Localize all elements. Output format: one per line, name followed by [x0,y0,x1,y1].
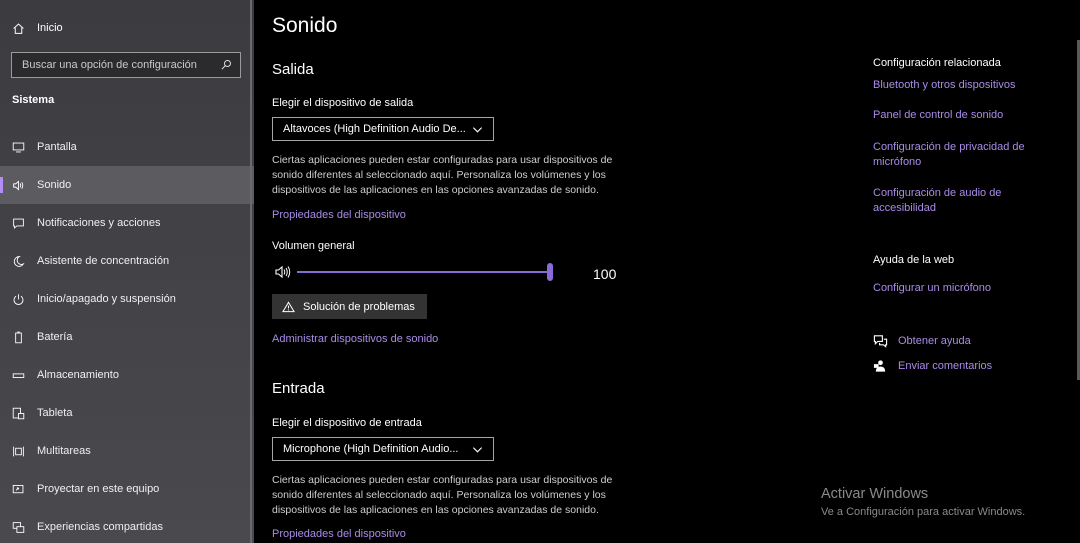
speaker-icon[interactable] [275,265,291,279]
storage-icon [12,369,25,382]
input-device-label: Elegir el dispositivo de entrada [272,417,422,429]
sidebar [0,0,254,543]
volume-slider-thumb[interactable] [547,263,553,281]
web-help-link[interactable]: Configurar un micrófono [873,282,992,294]
manage-devices-link[interactable]: Administrar dispositivos de sonido [272,333,439,345]
sidebar-item-experiencias[interactable] [0,508,254,543]
speaker-icon [12,179,25,192]
related-link-mic-privacy[interactable]: Configuración de privacidad de micrófono [873,141,1025,168]
chevron-down-icon [472,444,483,455]
sidebar-item-label: Sonido [37,179,72,191]
sidebar-item-notificaciones[interactable] [0,204,254,242]
home-nav-item[interactable] [12,18,63,38]
send-feedback-label: Enviar comentarios [898,360,993,372]
section-label: Sistema [12,94,55,106]
sidebar-item-energia[interactable] [0,280,254,318]
activation-watermark-subtitle: Ve a Configuración para activar Windows. [821,506,1026,518]
output-description: Ciertas aplicaciones pueden estar configuradas para usar dispositivos de sonido diferentes al seleccionado aquí. Personaliza los volúmenes y los dispositivos de las aplicaciones en las opciones avanzadas de sonido. [272,154,613,196]
home-icon [12,22,25,35]
volume-label: Volumen general [272,240,355,252]
help-chat-icon [873,334,888,348]
output-device-value: Altavoces (High Definition Audio De... [283,123,466,135]
sidebar-item-label: Batería [37,331,73,343]
sidebar-item-bateria[interactable] [0,318,254,356]
volume-value: 100 [593,266,617,282]
output-device-select[interactable] [272,117,494,141]
input-device-value: Microphone (High Definition Audio... [283,443,459,455]
troubleshoot-button[interactable] [272,294,427,319]
output-properties-link[interactable]: Propiedades del dispositivo [272,209,406,221]
sidebar-nav [0,128,254,543]
web-help-heading: Ayuda de la web [873,254,955,266]
sidebar-item-concentracion[interactable] [0,242,254,280]
home-label: Inicio [37,22,63,34]
get-help-link[interactable] [873,334,971,348]
sidebar-item-label: Asistente de concentración [37,255,170,267]
troubleshoot-label: Solución de problemas [303,300,415,313]
tablet-icon [12,407,25,420]
main-content [272,0,832,543]
related-link-accessibility-audio[interactable]: Configuración de audio de accesibilidad [873,187,1002,214]
sidebar-item-label: Multitareas [37,445,91,457]
sidebar-item-sonido[interactable] [0,166,254,204]
feedback-icon [873,359,888,373]
sidebar-item-label: Proyectar en este equipo [37,483,160,495]
input-properties-link[interactable]: Propiedades del dispositivo [272,528,406,540]
volume-control [272,262,632,282]
output-heading: Salida [272,61,314,78]
sidebar-scrollbar[interactable] [250,0,252,543]
activation-watermark-title: Activar Windows [821,486,929,502]
input-heading: Entrada [272,380,325,397]
related-heading: Configuración relacionada [873,57,1001,69]
shared-icon [12,521,25,534]
sidebar-item-label: Inicio/apagado y suspensión [37,293,176,305]
sidebar-item-label: Pantalla [37,141,77,153]
related-link-bluetooth[interactable]: Bluetooth y otros dispositivos [873,79,1016,91]
sidebar-item-label: Experiencias compartidas [37,521,163,533]
sidebar-item-pantalla[interactable] [0,128,254,166]
sidebar-item-tableta[interactable] [0,394,254,432]
warning-icon [282,301,295,313]
input-device-select[interactable] [272,437,494,461]
sidebar-item-label: Notificaciones y acciones [37,217,161,229]
search-icon[interactable] [220,59,232,71]
moon-icon [12,255,25,268]
sidebar-item-almacenamiento[interactable] [0,356,254,394]
monitor-icon [12,141,25,154]
chevron-down-icon [472,124,483,135]
search-input[interactable] [11,52,241,78]
sidebar-item-label: Tableta [37,407,73,419]
sidebar-item-multitareas[interactable] [0,432,254,470]
project-icon [12,483,25,496]
battery-icon [12,331,25,344]
notification-icon [12,217,25,230]
multitask-icon [12,445,25,458]
related-link-control-panel[interactable]: Panel de control de sonido [873,109,1004,121]
sidebar-item-proyectar[interactable] [0,470,254,508]
power-icon [12,293,25,306]
search-placeholder: Buscar una opción de configuración [22,59,197,71]
volume-slider-track[interactable] [297,271,549,273]
input-description: Ciertas aplicaciones pueden estar configuradas para usar dispositivos de sonido diferentes al seleccionado aquí. Personaliza los volúmenes y los dispositivos de las aplicaciones en las opciones avanzadas de sonido. [272,474,613,516]
page-title: Sonido [272,14,338,37]
sidebar-item-label: Almacenamiento [37,369,119,381]
send-feedback-link[interactable] [873,359,992,373]
get-help-label: Obtener ayuda [898,335,971,347]
output-device-label: Elegir el dispositivo de salida [272,97,414,109]
